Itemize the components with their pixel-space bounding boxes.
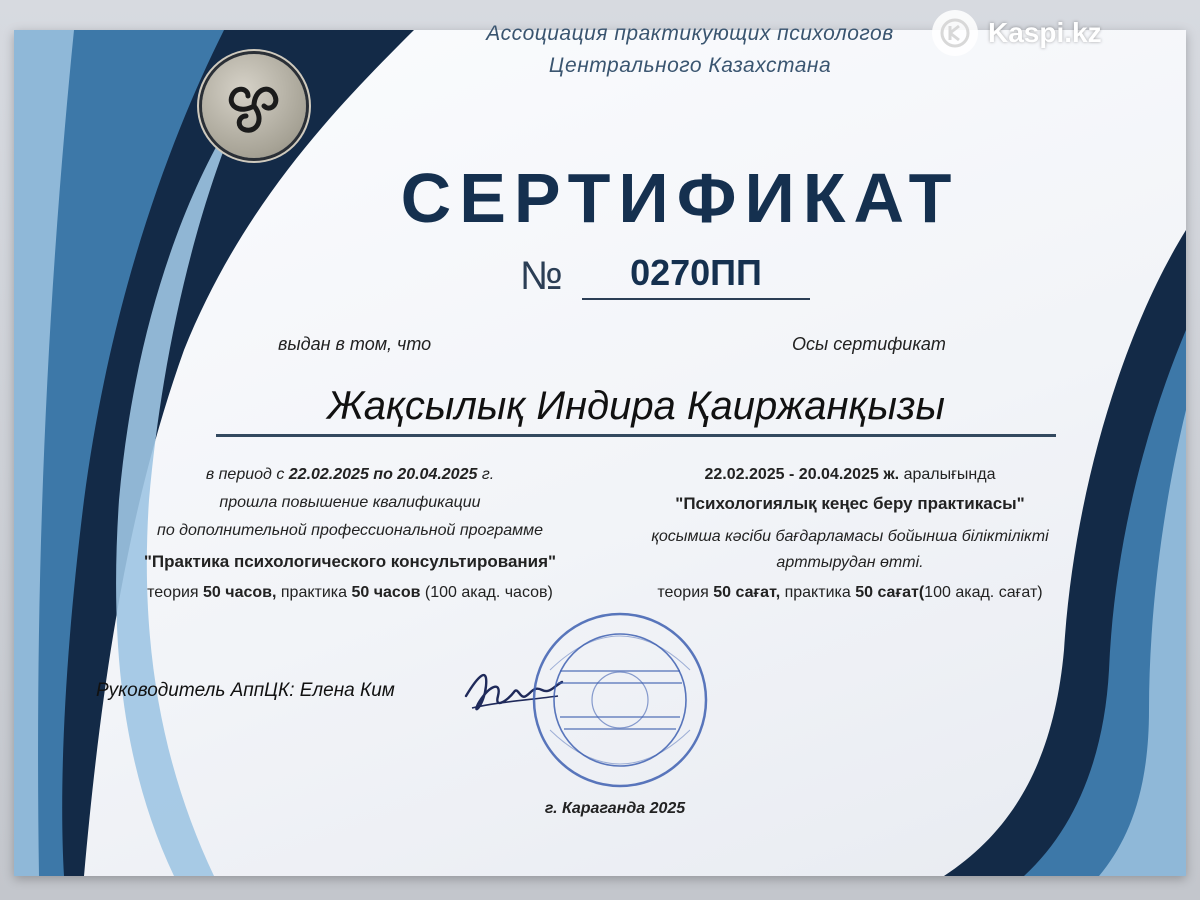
ru-program-name: "Практика психологического консультирования" <box>143 552 557 571</box>
city-and-year: г. Караганда 2025 <box>544 800 686 817</box>
certificate-title: СЕРТИФИКАТ <box>400 159 960 237</box>
triskelion-icon <box>202 54 306 158</box>
kaspi-logo-icon <box>932 10 978 56</box>
number-underline <box>582 298 810 300</box>
ru-hours-line: теория 50 часов, практика 50 часов (100 акад. часов) <box>147 584 553 601</box>
kz-program-name: "Психологиялық кеңес беру практикасы" <box>675 494 1025 513</box>
ru-program-intro-line: по дополнительной профессиональной программе <box>157 522 543 539</box>
ru-qualification-line: прошла повышение квалификации <box>219 494 481 511</box>
number-sign: № <box>520 254 563 298</box>
intro-kz: Осы сертификат <box>792 334 946 354</box>
name-underline <box>216 434 1056 437</box>
kz-program-intro-line: қосымша кәсіби бағдарламасы бойынша біліктілікті <box>651 528 1049 545</box>
triskelion-logo <box>202 54 306 158</box>
official-stamp <box>530 610 710 790</box>
organization-line-1: Ассоциация практикующих психологов <box>486 22 894 45</box>
ru-period-line: в период с 22.02.2025 по 20.04.2025 г. <box>205 466 495 483</box>
kz-completion-line: арттырудан өтті. <box>776 554 924 571</box>
kz-period-line: 22.02.2025 - 20.04.2025 ж. аралығында <box>704 466 996 483</box>
intro-ru: выдан в том, что <box>278 334 432 354</box>
kaspi-watermark <box>932 8 1102 58</box>
organization-line-2: Центрального Казахстана <box>548 54 832 77</box>
certificate-number: 0270ПП <box>630 252 762 293</box>
recipient-name: Жақсылық Индира Қаиржанқызы <box>327 384 945 428</box>
kaspi-brand-text: Kaspi.kz <box>988 17 1102 48</box>
leader-signature-label: Руководитель АппЦК: Елена Ким <box>96 680 395 701</box>
kz-hours-line: теория 50 сағат, практика 50 сағат(100 акад. сағат) <box>657 584 1043 601</box>
